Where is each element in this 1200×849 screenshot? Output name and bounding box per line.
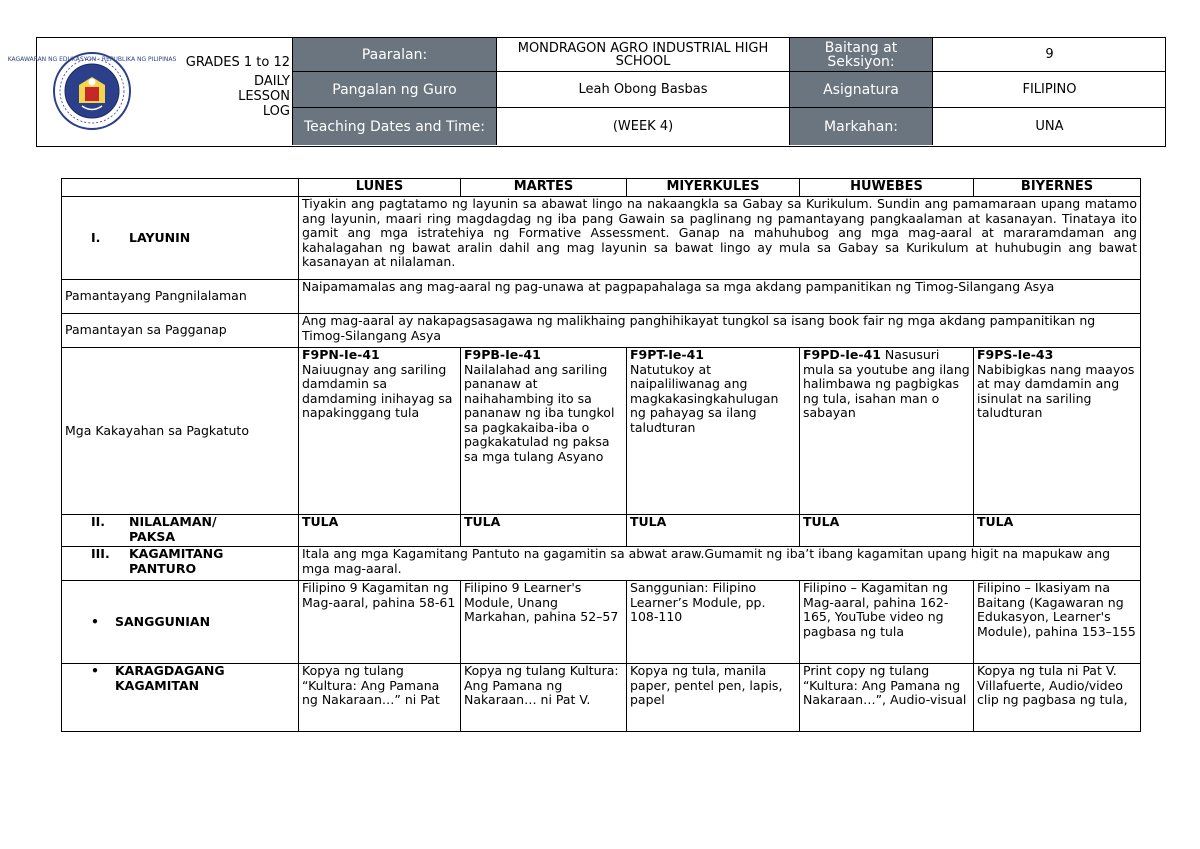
competency-code: F9PT-Ie-41 <box>630 347 704 362</box>
deped-seal-logo <box>7 51 177 131</box>
sanggunian-cell: Filipino 9 Learner's Module, Unang Markahan, pahina 52–57 <box>461 581 627 664</box>
day-header: LUNES <box>299 179 461 197</box>
karagdagang-cell: Kopya ng tula, manila paper, pentel pen, lapis, papel <box>627 664 800 732</box>
pangnilalaman-text: Naipamamalas ang mag-aaral ng pag-unawa at pagpapahalaga sa mga akdang pampanitikan ng Timog-Silangang Asya <box>299 280 1141 314</box>
competency-code: F9PD-Ie-41 <box>803 347 881 362</box>
nilalaman-cell: TULA <box>461 515 627 547</box>
karagdagang-cell: Print copy ng tulang “Kultura: Ang Pamana ng Nakaraan…”, Audio-visual <box>800 664 974 732</box>
daily-line: DAILY <box>254 74 290 89</box>
competency-text: Nasusuri mula sa youtube ang ilang halimbawa ng pagbigkas ng tula, isahan man o sabayan <box>803 347 970 420</box>
competency-text: Natutukoy at naipaliliwanag ang magkakasingkahulugan ng pahayag sa ilang taludturan <box>630 361 779 435</box>
competency-text: Nailalahad ang sariling pananaw at naihahambing ito sa pananaw ng iba tungkol sa pagkakaiba-iba o pagkakatulad ng paksa sa mga tulang Asyano <box>464 361 615 464</box>
karagdagang-label-cell <box>62 664 299 732</box>
dates-label: Teaching Dates and Time: <box>293 108 496 145</box>
section-label: KAGAMITANG PANTURO <box>129 546 224 576</box>
bullet: • <box>91 613 99 629</box>
corner-cell <box>62 179 299 197</box>
kakayahan-label: Mga Kakayahan sa Pagkatuto <box>62 348 299 515</box>
section-number: I. <box>91 229 101 245</box>
competency-code: F9PB-Ie-41 <box>464 347 541 362</box>
karagdagang-cell: Kopya ng tulang Kultura: Ang Pamana ng Nakaraan… ni Pat V. <box>461 664 627 732</box>
grade-value: 9 <box>1045 47 1054 62</box>
kakayahan-cell <box>627 348 800 515</box>
sanggunian-label-cell <box>62 581 299 664</box>
kakayahan-row <box>62 348 1141 515</box>
quarter-value: UNA <box>1035 119 1064 134</box>
competency-code: F9PN-Ie-41 <box>302 347 380 362</box>
competency-code: F9PS-Ie-43 <box>977 347 1054 362</box>
section-number: II. <box>91 514 106 529</box>
grades-title <box>140 55 290 119</box>
grades-line: GRADES 1 to 12 <box>185 55 290 70</box>
school-value: MONDRAGON AGRO INDUSTRIAL HIGH SCHOOL <box>517 40 769 69</box>
kakayahan-cell <box>299 348 461 515</box>
kakayahan-cell <box>974 348 1141 515</box>
bullet-label: SANGGUNIAN <box>115 613 211 629</box>
layunin-label-cell <box>62 197 299 280</box>
karagdagang-row <box>62 664 1141 732</box>
lesson-line: LESSON <box>238 89 290 104</box>
kagamitan-row <box>62 547 1141 581</box>
sanggunian-cell: Filipino – Ikasiyam na Baitang (Kagawaran ng Edukasyon, Learner's Module), pahina 153–155 <box>974 581 1141 664</box>
pagganap-label: Pamantayan sa Pagganap <box>62 314 299 348</box>
quarter-label: Markahan: <box>790 108 932 145</box>
pagganap-row <box>62 314 1141 348</box>
bullet-label: KARAGDAGANG KAGAMITAN <box>115 663 225 693</box>
day-header: HUWEBES <box>800 179 974 197</box>
bullet: • <box>91 663 99 678</box>
day-header: MIYERKULES <box>627 179 800 197</box>
dates-value: (WEEK 4) <box>612 119 674 134</box>
kagamitan-label-cell <box>62 547 299 581</box>
competency-text: Naiuugnay ang sariling damdamin sa damdaming inihayag sa napakinggang tula <box>302 361 453 420</box>
nilalaman-cell: TULA <box>974 515 1141 547</box>
nilalaman-row <box>62 515 1141 547</box>
day-header: BIYERNES <box>974 179 1141 197</box>
pangnilalaman-label: Pamantayang Pangnilalaman <box>62 280 299 314</box>
competency-text: Nabibigkas nang maayos at may damdamin ang isinulat na sariling taludturan <box>977 361 1135 420</box>
seal-text: KAGAWARAN NG EDUKASYON · REPUBLIKA NG PILIPINAS <box>7 56 177 63</box>
teacher-value: Leah Obong Basbas <box>578 82 708 97</box>
grade-label: Baitang at Seksiyon: <box>790 38 932 71</box>
subject-label: Asignatura <box>790 72 932 107</box>
section-number: III. <box>91 546 110 561</box>
kakayahan-cell <box>800 348 974 515</box>
karagdagang-cell: Kopya ng tulang “Kultura: Ang Pamana ng Nakaraan…” ni Pat <box>299 664 461 732</box>
kagamitan-text: Itala ang mga Kagamitang Pantuto na gagamitin sa abwat araw.Gumamit ng iba’t ibang kagamitan upang higit na mapukaw ang mga mag-aaral. <box>299 547 1141 581</box>
pagganap-text: Ang mag-aaral ay nakapagsasagawa ng malikhaing panghihikayat tungkol sa isang book fair ng mga akdang pampanitikan ng Timog-Silangang Asya <box>299 314 1141 348</box>
layunin-text: Tiyakin ang pagtatamo ng layunin sa abawat lingo na nakaangkla sa Gabay sa Kurikulum. Sundin ang pamamaraan upang matamo ang layunin, maari ring magdagdag ng iba pang Gawain sa paglinang ng pamantayang pangkaalaman at kasanayan. Tinataya ito gamit ang mga istratehiya ng Formative Assessment. Ganap na mahuhubog ang mga mag-aaral at mararamdaman ang kahalagahan ng bawat aralin dahil ang mag layunin sa bawat lingo ay mula sa Gabay sa Kurikulum at huhubugin ang bawat kasanayan at nilalaman. <box>299 197 1141 280</box>
nilalaman-cell: TULA <box>627 515 800 547</box>
school-label: Paaralan: <box>293 38 496 71</box>
kakayahan-cell <box>461 348 627 515</box>
header-left-border <box>36 38 37 146</box>
section-label: NILALAMAN/ PAKSA <box>129 514 217 544</box>
nilalaman-cell: TULA <box>800 515 974 547</box>
sanggunian-row <box>62 581 1141 664</box>
log-line: LOG <box>262 104 290 119</box>
subject-value: FILIPINO <box>1022 82 1077 97</box>
day-header: MARTES <box>461 179 627 197</box>
nilalaman-cell: TULA <box>299 515 461 547</box>
nilalaman-label-cell <box>62 515 299 547</box>
pangnilalaman-row <box>62 280 1141 314</box>
section-label: LAYUNIN <box>129 229 191 245</box>
lesson-log-table <box>61 178 1141 732</box>
layunin-row <box>62 197 1141 280</box>
teacher-label: Pangalan ng Guro <box>293 72 496 107</box>
days-header-row <box>62 179 1141 197</box>
sanggunian-cell: Filipino 9 Kagamitan ng Mag-aaral, pahina 58-61 <box>299 581 461 664</box>
sanggunian-cell: Sanggunian: Filipino Learner’s Module, pp. 108-110 <box>627 581 800 664</box>
sanggunian-cell: Filipino – Kagamitan ng Mag-aaral, pahina 162-165, YouTube video ng pagbasa ng tula <box>800 581 974 664</box>
karagdagang-cell: Kopya ng tula ni Pat V. Villafuerte, Audio/video clip ng pagbasa ng tula, <box>974 664 1141 732</box>
